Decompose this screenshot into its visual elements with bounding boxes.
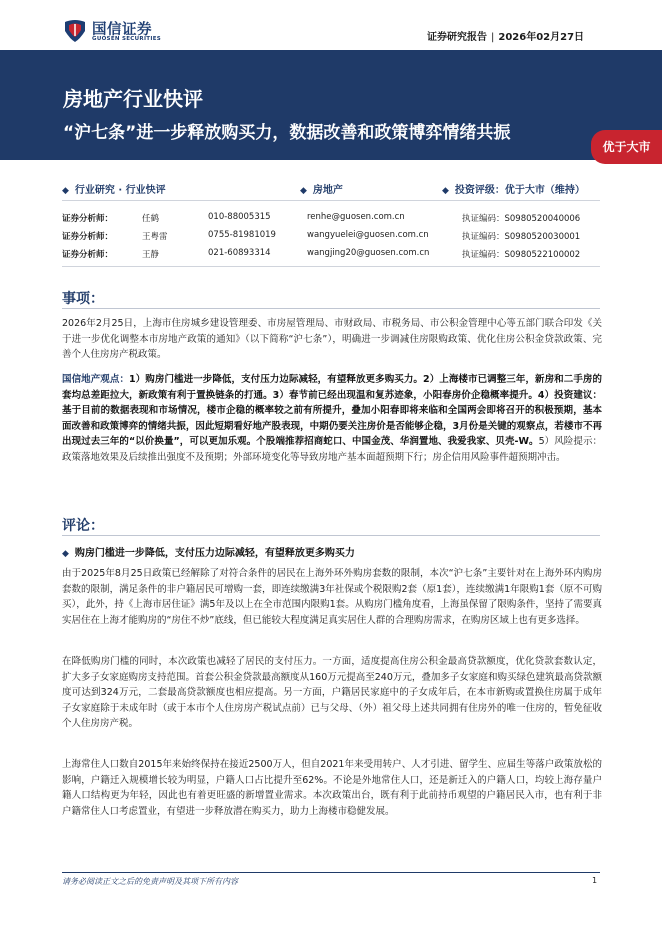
view-lead: 国信地产观点：: [62, 374, 130, 385]
comment-paragraph-3: 上海常住人口数自2015年来始终保持在接近2500万人，但自2021年来受用转户、人才引进、留学生、应届生等落户政策放松的影响，户籍迁入规模增长较为明显，户籍人口占比提升至62%。不论是外地常住人口，还是新迁入的户籍人口，均较上海存量户籍人口结构更为年轻，因此也有着更旺盛的新增置业需求。本次政策出台，既有利于此前持币观望的户籍居民入市，也有利于非户籍常住人口考虑置业，有望进一步释放潜在购买力，助力上海楼市稳健发展。: [62, 759, 602, 817]
analyst-name: 王静: [142, 250, 160, 260]
comment-paragraph-2: 在降低购房门槛的同时，本次政策也减轻了居民的支付压力。一方面，适度提高住房公积金最高贷款额度，优化贷款套数认定，扩大多子女家庭购房支持范围。首套公积金贷款最高额度从160万元提高至240万元，叠加多子女家庭和购买绿色建筑最高贷款额度可达到324万元，二套最高贷款额度也相应提高。另一方面，户籍居民家庭中的子女成年后，在本市新购或置换住房属于成年子女家庭除于未成年时（或于本市个人住房房产税试点前）已与父母、（外）祖父母上述共同拥有住房外的唯一住房的，暂免征收个人住房房产税。: [62, 656, 602, 729]
risk-note: 5）风险提示：政策落地效果及后续推出强度不及预期；外部环境变化等导致房地产基本面超预期下行；房企信用风险事件超预期冲击。: [62, 436, 603, 463]
analyst-row: [62, 246, 607, 264]
category-label: 行业研究 · 行业快评: [74, 185, 166, 196]
report-title: 房地产行业快评: [63, 87, 203, 111]
logo-english-name: GUOSEN SECURITIES: [92, 36, 162, 42]
analyst-license: 执证编码：S0980522100002: [462, 250, 581, 260]
section-rule: [62, 535, 600, 536]
meta-industry: [300, 181, 343, 196]
title-banner: [0, 50, 662, 160]
rating-tag: 优于大市: [591, 130, 662, 164]
analyst-row: [62, 210, 607, 228]
analyst-license: 执证编码：S0980520040006: [462, 214, 581, 224]
comment-paragraph-1: 由于2025年8月25日政策已经解除了对符合条件的居民在上海外环外购房套数的限制，本次“沪七条”主要针对在上海外环内购房套数的限制，满足条件的非户籍居民可增购一套，即连续缴满3年社保或个税限购2套（原1套），连续缴满1年限购1套（原不可购买），此外，持《上海市居住证》满5年及以上在全市范围内限购1套。从购房门槛角度看，上海虽保留了限购条件，坚持了需要真实居住在上海才能购房的“房住不炒”底线，但已能较大程度满足真实居住人群的合理购房需求，在购房区域上也有更多选择。: [62, 568, 602, 626]
analyst-role: 证券分析师：: [62, 250, 114, 260]
divider: [62, 200, 600, 201]
events-paragraph: 2026年2月25日，上海市住房城乡建设管理委、市房屋管理局、市财政局、市税务局、市公积金管理中心等五部门联合印发《关于进一步优化调整本市房地产政策的通知》（以下简称“沪七条”），明确进一步调减住房限购政策、优化住房公积金贷款政策、完善个人住房房产税政策。: [62, 318, 602, 360]
analyst-row: [62, 228, 607, 246]
analyst-list: [62, 210, 607, 264]
events-heading: 事项：: [62, 291, 104, 307]
diamond-icon: ◆: [62, 186, 69, 196]
view-points: 1）购房门槛进一步降低，支付压力边际减轻，有望释放更多购买力。2）上海楼市已调整三年，新房和二手房的套均总差距拉大，新政策有利于置换链条的打通。3）春节前已经出现温和复苏迹象，小阳春房价企稳概率提升。4）投资建议：基于目前的数据表现和市场情况，楼市企稳的概率较之前有所提升，叠加小阳春即将来临和全国两会即将召开的积极预期，基本面改善和政策博弈的情绪共振，因此短期看好地产股表现，中期仍要关注房价是否能够企稳，3月份是关键的观察点，若楼市不再出现过去三年的“以价换量”，可以更加乐观。个股端推荐招商蛇口、中国金茂、华润置地、我爱我家、贝壳-W。: [62, 374, 602, 447]
report-type-date: [427, 28, 584, 43]
bullet-heading-text: 购房门槛进一步降低，支付压力边际减轻，有望释放更多购买力: [74, 548, 355, 559]
analyst-name: 王粤雷: [142, 232, 168, 242]
divider: [62, 266, 600, 267]
analyst-email[interactable]: wangjing20@guosen.com.cn: [307, 248, 430, 258]
page-number: 1: [592, 876, 598, 885]
section-rule: [62, 308, 600, 309]
rating-label: 投资评级：优于大市（维持）: [454, 185, 585, 196]
analyst-role: 证券分析师：: [62, 214, 114, 224]
report-subtitle: “沪七条”进一步释放购买力，数据改善和政策博弈情绪共振: [63, 123, 511, 143]
report-type: 证券研究报告: [427, 32, 487, 43]
footer-rule: [62, 872, 600, 873]
analyst-email[interactable]: wangyuelei@guosen.com.cn: [307, 230, 429, 240]
page-header: [0, 0, 662, 50]
view-paragraph: [62, 372, 602, 465]
guosen-logo: [62, 17, 182, 47]
header-separator: |: [491, 32, 495, 43]
analyst-phone: 0755-81981019: [208, 230, 276, 240]
analyst-name: 任鹤: [142, 214, 160, 224]
bullet-heading: [62, 544, 355, 559]
analyst-role: 证券分析师：: [62, 232, 114, 242]
analyst-email[interactable]: renhe@guosen.com.cn: [307, 212, 405, 222]
diamond-icon: ◆: [62, 549, 69, 559]
industry-label: 房地产: [312, 185, 343, 196]
disclaimer-note: 请务必阅读正文之后的免责声明及其项下所有内容: [62, 877, 238, 886]
guosen-logo-icon: [62, 17, 88, 43]
diamond-icon: ◆: [442, 186, 449, 196]
diamond-icon: ◆: [300, 186, 307, 196]
logo-name: 国信证券: [92, 22, 152, 38]
report-date: 2026年02月27日: [498, 32, 585, 43]
meta-category: [62, 181, 166, 196]
analyst-phone: 010-88005315: [208, 212, 271, 222]
analyst-license: 执证编码：S0980520030001: [462, 232, 581, 242]
comment-heading: 评论：: [62, 518, 104, 534]
meta-rating: [442, 181, 585, 196]
analyst-phone: 021-60893314: [208, 248, 271, 258]
